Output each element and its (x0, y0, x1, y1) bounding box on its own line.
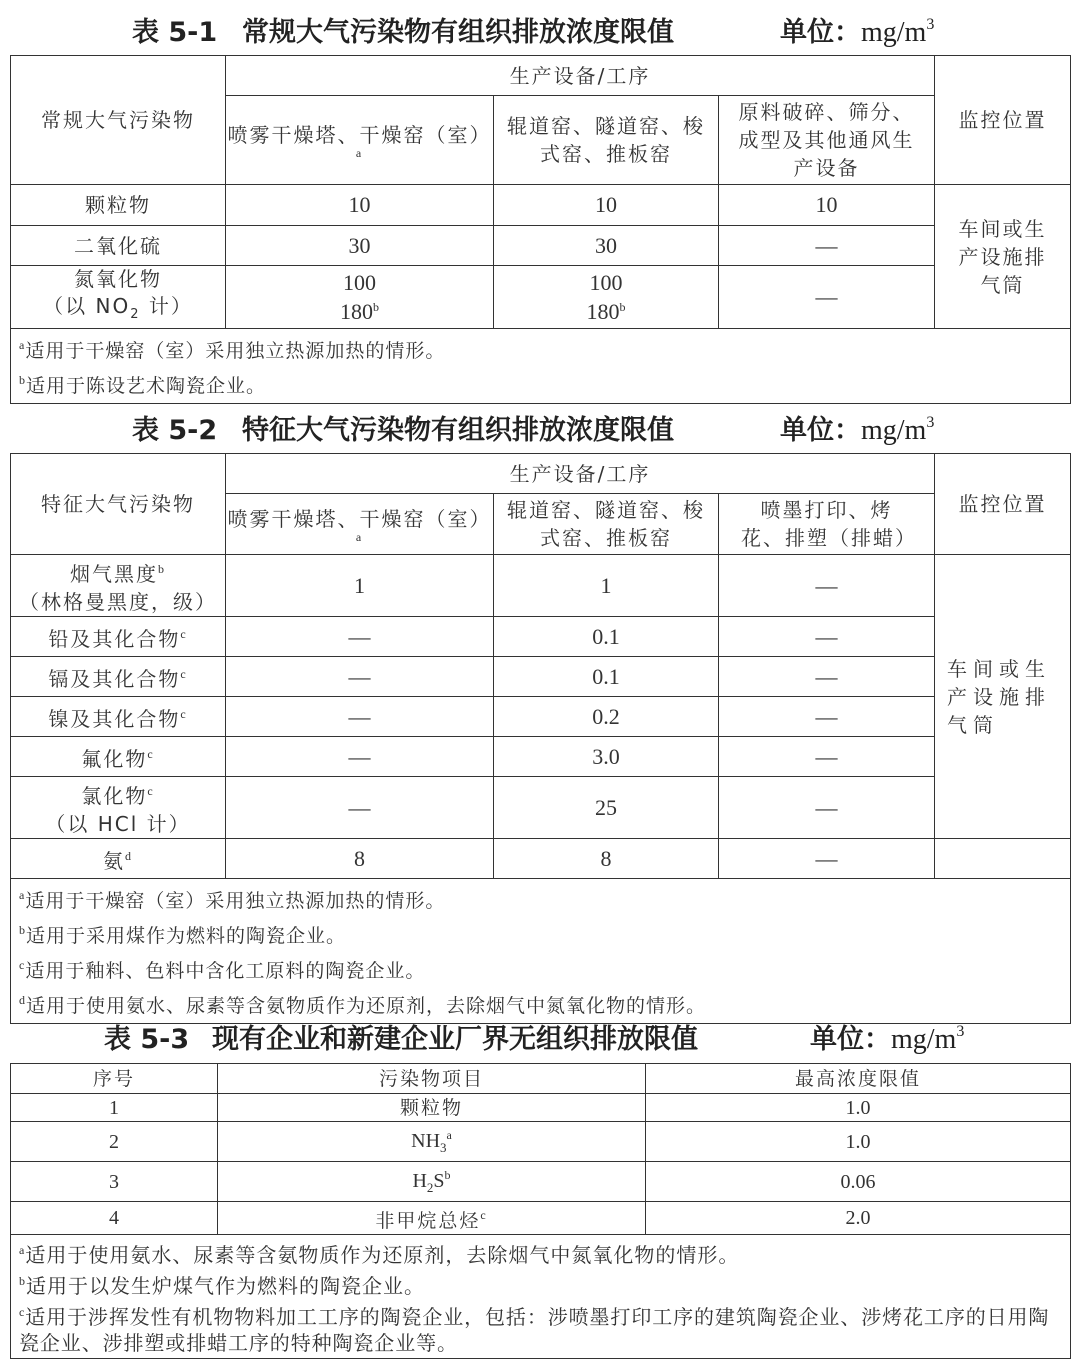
header-col-kiln: 辊道窑、隧道窑、梭式窑、推板窑 (494, 96, 719, 185)
unit-label: 单位：$mg/m^3$ (780, 16, 935, 48)
header-col-crush: 原料破碎、筛分、成型及其他通风生产设备 (719, 96, 935, 185)
header-col-spray: 喷雾干燥塔、干燥窑（室） a (226, 96, 494, 185)
monitor-location: 车间或生产设施排气筒 (935, 555, 1071, 839)
header-limit: 最高浓度限值 (646, 1064, 1071, 1094)
cell-value: — (719, 697, 935, 737)
empty-cell (935, 839, 1071, 879)
table-title: 特征大气污染物有组织排放浓度限值 (242, 415, 674, 446)
cell-value: — (226, 737, 494, 777)
header-item: 污染物项目 (218, 1064, 646, 1094)
header-col-spray: 喷雾干燥塔、干燥窑（室） a (226, 494, 494, 555)
table-notes: $^a$适用于干燥窑（室）采用独立热源加热的情形。 $^b$适用于采用煤作为燃料的陶瓷企业。 $^c$适用于釉料、色料中含化工原料的陶瓷企业。 $^d$适用于使用氨水、尿素等含氨物质作为还原剂，去除烟气中氮氧化物的情形。 (11, 879, 1071, 1024)
header-pollutant: 常规大气污染物 (11, 56, 226, 185)
header-group: 生产设备/工序 (226, 454, 935, 494)
cell-item: 颗粒物 (218, 1094, 646, 1122)
row-name: 铅及其化合物$^c$ (11, 617, 226, 657)
cell-item: $H_2S^b$ (218, 1162, 646, 1202)
cell-value: 0.1 (494, 657, 719, 697)
table-number: 表 5-3 (104, 1024, 190, 1055)
cell-value: — (719, 657, 935, 697)
cell-limit: 1.0 (646, 1094, 1071, 1122)
cell-value: 10 (226, 185, 494, 226)
cell-limit: 0.06 (646, 1162, 1071, 1202)
cell-value: 100 180$^b$ (226, 266, 494, 329)
header-col-inkjet: 喷墨打印、烤花、排塑（排蜡） (719, 494, 935, 555)
cell-value: — (719, 737, 935, 777)
row-name: 氯化物$^c$ （以 HCl 计） (11, 777, 226, 839)
row-name: 氟化物$^c$ (11, 737, 226, 777)
cell-index: 2 (11, 1122, 218, 1162)
cell-value: 100 180$^b$ (494, 266, 719, 329)
cell-value: — (719, 777, 935, 839)
cell-index: 3 (11, 1162, 218, 1202)
cell-value: 30 (494, 226, 719, 266)
monitor-location: 车间或生产设施排气筒 (935, 185, 1071, 329)
cell-value: 10 (494, 185, 719, 226)
table-5-3 (10, 1063, 1071, 1359)
cell-limit: 2.0 (646, 1202, 1071, 1235)
cell-item: 非甲烷总烃$^c$ (218, 1202, 646, 1235)
table-5-3-caption (0, 1017, 1080, 1057)
row-name: 颗粒物 (11, 185, 226, 226)
cell-value: 30 (226, 226, 494, 266)
table-notes: $^a$适用于使用氨水、尿素等含氨物质作为还原剂，去除烟气中氮氧化物的情形。 $^b$适用于以发生炉煤气作为燃料的陶瓷企业。 $^c$适用于涉挥发性有机物物料加工工序的陶瓷企业，包括：涉喷墨打印工序的建筑陶瓷企业、涉烤花工序的日用陶瓷企业、涉排塑或排蜡工序的特种陶瓷企业等。 (11, 1235, 1071, 1359)
cell-value: — (719, 555, 935, 617)
header-col-kiln: 辊道窑、隧道窑、梭式窑、推板窑 (494, 494, 719, 555)
table-5-1 (10, 55, 1071, 404)
cell-value: 1 (226, 555, 494, 617)
table-title: 常规大气污染物有组织排放浓度限值 (242, 17, 674, 48)
cell-value: 1 (494, 555, 719, 617)
row-name: 二氧化硫 (11, 226, 226, 266)
cell-value: 10 (719, 185, 935, 226)
cell-value: — (226, 657, 494, 697)
cell-value: — (719, 839, 935, 879)
row-name: 烟气黑度$^b$ （林格曼黑度，级） (11, 555, 226, 617)
header-monitor: 监控位置 (935, 454, 1071, 555)
cell-index: 4 (11, 1202, 218, 1235)
header-index: 序号 (11, 1064, 218, 1094)
row-name: 氨$^d$ (11, 839, 226, 879)
cell-value: 25 (494, 777, 719, 839)
table-title: 现有企业和新建企业厂界无组织排放限值 (212, 1024, 698, 1055)
cell-limit: 1.0 (646, 1122, 1071, 1162)
cell-index: 1 (11, 1094, 218, 1122)
cell-value: — (719, 266, 935, 329)
cell-value: 0.2 (494, 697, 719, 737)
row-name: 镍及其化合物$^c$ (11, 697, 226, 737)
cell-item: $NH_3^a$ (218, 1122, 646, 1162)
header-monitor: 监控位置 (935, 56, 1071, 185)
table-5-2 (10, 453, 1071, 1024)
table-5-1-caption (0, 10, 1080, 50)
cell-value: 3.0 (494, 737, 719, 777)
header-group: 生产设备/工序 (226, 56, 935, 96)
table-notes: $^a$适用于干燥窑（室）采用独立热源加热的情形。 $^b$适用于陈设艺术陶瓷企业。 (11, 329, 1071, 404)
unit-label: 单位：$mg/m^3$ (780, 414, 935, 446)
cell-value: 8 (494, 839, 719, 879)
table-number: 表 5-1 (132, 17, 218, 48)
cell-value: 0.1 (494, 617, 719, 657)
cell-value: — (226, 697, 494, 737)
row-name: 镉及其化合物$^c$ (11, 657, 226, 697)
unit-label: 单位：$mg/m^3$ (810, 1023, 965, 1055)
table-5-2-caption (0, 408, 1080, 448)
cell-value: — (226, 617, 494, 657)
table-number: 表 5-2 (132, 415, 218, 446)
cell-value: — (719, 617, 935, 657)
header-pollutant: 特征大气污染物 (11, 454, 226, 555)
cell-value: — (719, 226, 935, 266)
row-name: 氮氧化物 （以 $NO_2$ 计） (11, 266, 226, 329)
cell-value: 8 (226, 839, 494, 879)
cell-value: — (226, 777, 494, 839)
